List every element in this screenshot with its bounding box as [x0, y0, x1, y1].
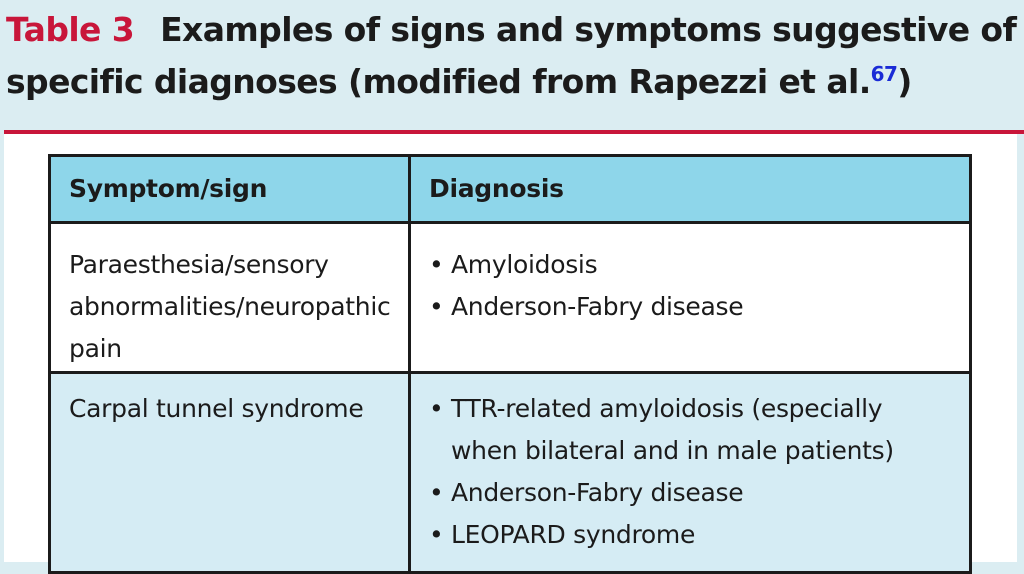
table-title [6, 4, 1018, 108]
diagnosis-item: • TTR-related amyloidosis (especially when bilateral and in male patients) [429, 388, 951, 472]
table-row [50, 373, 971, 573]
symptom-cell: Carpal tunnel syndrome [50, 373, 410, 573]
symptom-cell: Paraesthesia/sensory abnormalities/neuropathic pain [50, 223, 410, 373]
diagnosis-item: • Anderson-Fabry disease [429, 286, 951, 328]
diagnosis-cell [410, 373, 971, 573]
header-diagnosis: Diagnosis [410, 156, 971, 223]
diagnosis-list [429, 244, 951, 328]
diagnosis-item: • Anderson-Fabry disease [429, 472, 951, 514]
table-row [50, 223, 971, 373]
diagnosis-item: • Amyloidosis [429, 244, 951, 286]
table-number-label: Table 3 [6, 10, 135, 49]
table-caption: Examples of signs and symptoms suggestive of specific diagnoses (modified from Rapezzi et al. [6, 10, 1017, 101]
symptoms-diagnosis-table [48, 154, 972, 574]
diagnosis-cell [410, 223, 971, 373]
diagnosis-item: • LEOPARD syndrome [429, 514, 951, 556]
reference-superscript-link[interactable]: 67 [870, 62, 898, 86]
caption-close-paren: ) [897, 62, 912, 101]
header-symptom-sign: Symptom/sign [50, 156, 410, 223]
diagnosis-list [429, 388, 951, 556]
table-header-row [50, 156, 971, 223]
